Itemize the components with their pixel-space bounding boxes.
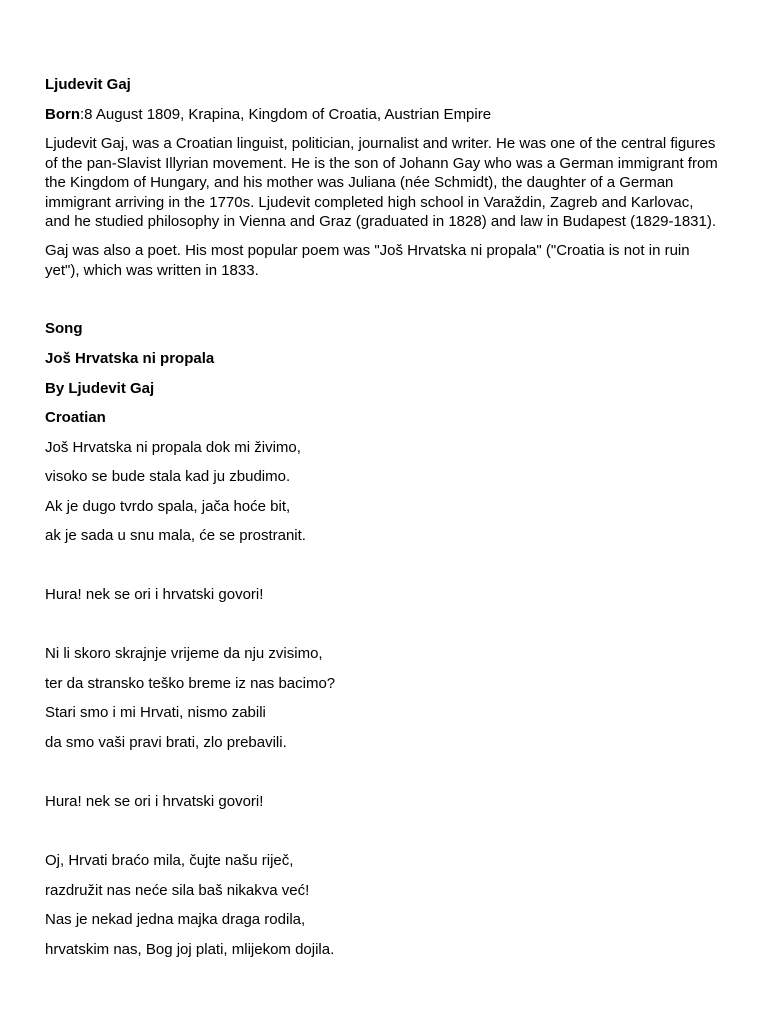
stanza-2-line-1: Ni li skoro skrajnje vrijeme da nju zvisimo, [45, 645, 323, 662]
bio-paragraph-1-line-2: of the pan-Slavist Illyrian movement. He is the son of Johann Gay who was a German immigrant from [45, 154, 718, 172]
bio-paragraph-1-line-4: immigrant arriving in the 1770s. Ljudevit completed high school in Varaždin, Zagreb and Karlovac, [45, 193, 694, 211]
stanza-3-line-3: Nas je nekad jedna majka draga rodila, [45, 911, 306, 928]
song-heading: Song [45, 320, 83, 337]
stanza-3-line-2: razdružit nas neće sila baš nikakva već! [45, 881, 310, 899]
song-language: Croatian [45, 409, 106, 426]
stanza-1-line-3: Ak je dugo tvrdo spala, jača hoće bit, [45, 497, 291, 515]
born-value: :8 August 1809, Krapina, Kingdom of Croatia, Austrian Empire [80, 106, 492, 123]
bio-name-heading: Ljudevit Gaj [45, 76, 131, 93]
song-title: Još Hrvatska ni propala [45, 350, 215, 367]
stanza-3-line-1: Oj, Hrvati braćo mila, čujte našu riječ, [45, 852, 294, 869]
bio-paragraph-1-line-5: and he studied philosophy in Vienna and Graz (graduated in 1828) and law in Budapest (1829-1831). [45, 213, 717, 230]
bio-paragraph-2-line-1: Gaj was also a poet. His most popular poem was "Još Hrvatska ni propala" ("Croatia is not in ruin [45, 242, 690, 259]
stanza-2-line-2: ter da stransko teško breme iz nas bacimo? [45, 674, 336, 692]
stanza-2-line-3: Stari smo i mi Hrvati, nismo zabili [45, 704, 266, 721]
song-byline: By Ljudevit Gaj [45, 379, 155, 397]
born-label: Born [45, 106, 80, 123]
stanza-1-line-1: Još Hrvatska ni propala dok mi živimo, [45, 438, 301, 456]
refrain-2: Hura! nek se ori i hrvatski govori! [45, 792, 264, 810]
born-line [45, 105, 491, 125]
stanza-1-line-4: ak je sada u snu mala, će se prostranit. [45, 527, 306, 544]
stanza-1-line-2: visoko se bude stala kad ju zbudimo. [45, 468, 291, 485]
bio-paragraph-1-line-3: the Kingdom of Hungary, and his mother was Juliana (née Schmidt), the daughter of a German [45, 174, 674, 191]
refrain-1: Hura! nek se ori i hrvatski govori! [45, 586, 264, 603]
stanza-2-line-4: da smo vaši pravi brati, zlo prebavili. [45, 733, 287, 751]
bio-paragraph-1-line-1: Ljudevit Gaj, was a Croatian linguist, politician, journalist and writer. He was one of the central figures [45, 135, 716, 152]
stanza-3-line-4: hrvatskim nas, Bog joj plati, mlijekom dojila. [45, 940, 335, 958]
bio-paragraph-2-line-2: yet"), which was written in 1833. [45, 261, 259, 279]
